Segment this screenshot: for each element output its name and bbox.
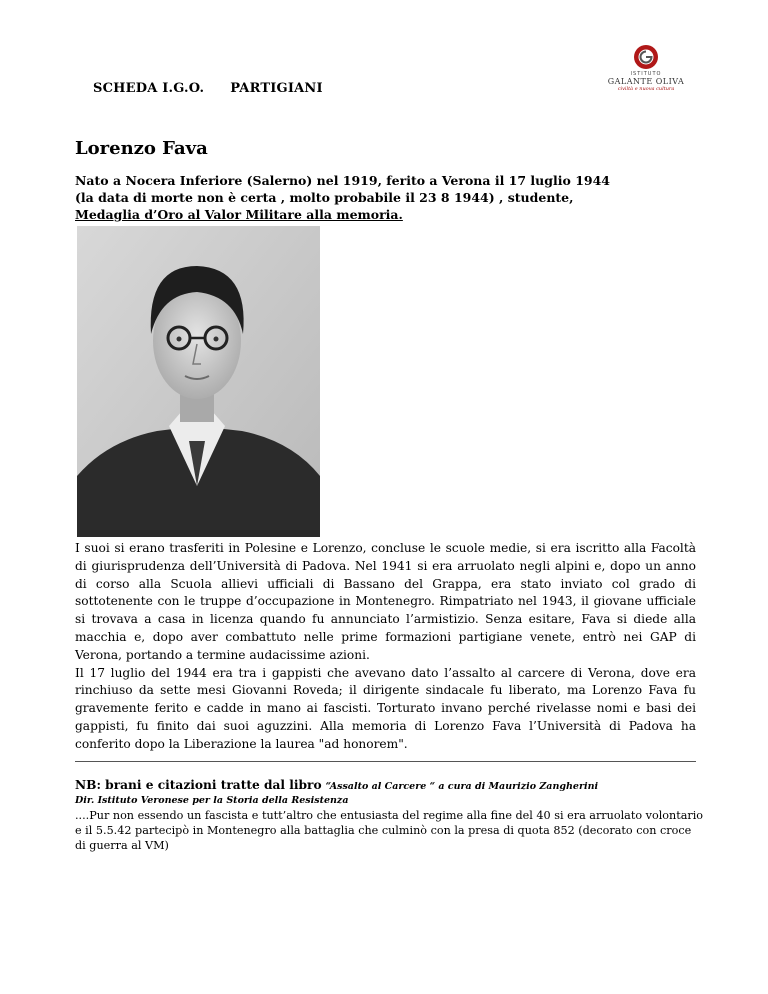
biography-paragraph-1: I suoi si erano trasferiti in Polesine e Lorenzo, concluse le scuole medie, si era iscritto alla Facoltà di giurisprudenza dell’Università di Padova. Nel 1941 si era arruolato negli alpini e, dopo un anno di corso alla Scuola allievi ufficiali di Bassano del Grappa, era stato inviato col grado di sottotenente con le truppe d’occupazione in Montenegro. Rimpatriato nel 1943, il giovane ufficiale si trovava a casa in licenza quando fu annunciato l’armistizio. Senza esitare, Fava si diede alla macchia e, dopo aver combattuto nelle prime formazioni partigiane venete, entrò nei GAP di Verona, portando a termine audacissime azioni.: [75, 541, 696, 662]
note-quote: ....Pur non essendo un fascista e tutt’altro che entusiasta del regime alla fine del 40 si era arruolato volontario e il 5.5.42 partecipò in Montenegro alla battaglia che culminò con la presa di quota 852 (decorato con croce di guerra al VM): [75, 809, 704, 852]
portrait-photo: [77, 226, 320, 537]
page-title: Lorenzo Fava: [75, 138, 208, 159]
biography-paragraph-2: Il 17 luglio del 1944 era tra i gappisti che avevano dato l’assalto al carcere di Verona, dove era rinchiuso da sette mesi Giovanni Roveda; il dirigente sindacale fu liberato, ma Lorenzo Fava fu gravemente ferito e cadde in mano ai fascisti. Torturato invano perché rivelasse nomi e basi dei gappisti, fu finito dai suoi aguzzini. Alla memoria di Lorenzo Fava l’Università di Padova ha conferito dopo la Liberazione la laurea "ad honorem".: [75, 665, 696, 751]
note-head-text: NB: brani e citazioni tratte dal libro: [75, 778, 322, 792]
note-heading: [75, 778, 715, 794]
logo-line2: GALANTE OLIVA: [607, 77, 685, 86]
header-section: PARTIGIANI: [230, 81, 323, 96]
biography-summary: [75, 172, 715, 223]
medal-award: Medaglia d’Oro al Valor Militare alla memoria.: [75, 207, 403, 222]
source-note: [75, 778, 715, 853]
logo-emblem-icon: [633, 44, 659, 70]
section-divider: [75, 761, 696, 762]
note-book-title: “Assalto al Carcere “ a cura di Maurizio Zangherini: [325, 781, 599, 792]
biography-text: [75, 540, 696, 754]
logo-line3: civiltà e nuova cultura: [617, 86, 675, 92]
summary-text: Nato a Nocera Inferiore (Salerno) nel 1919, ferito a Verona il 17 luglio 1944 (la data di morte non è certa , molto probabile il 23 8 1944) , studente,: [75, 173, 610, 205]
institute-logo: [606, 44, 686, 100]
document-header: [93, 81, 323, 96]
header-label: SCHEDA I.G.O.: [93, 81, 205, 96]
logo-line1: ISTITUTO: [630, 71, 662, 77]
note-director: Dir. Istituto Veronese per la Storia della Resistenza: [75, 795, 349, 806]
